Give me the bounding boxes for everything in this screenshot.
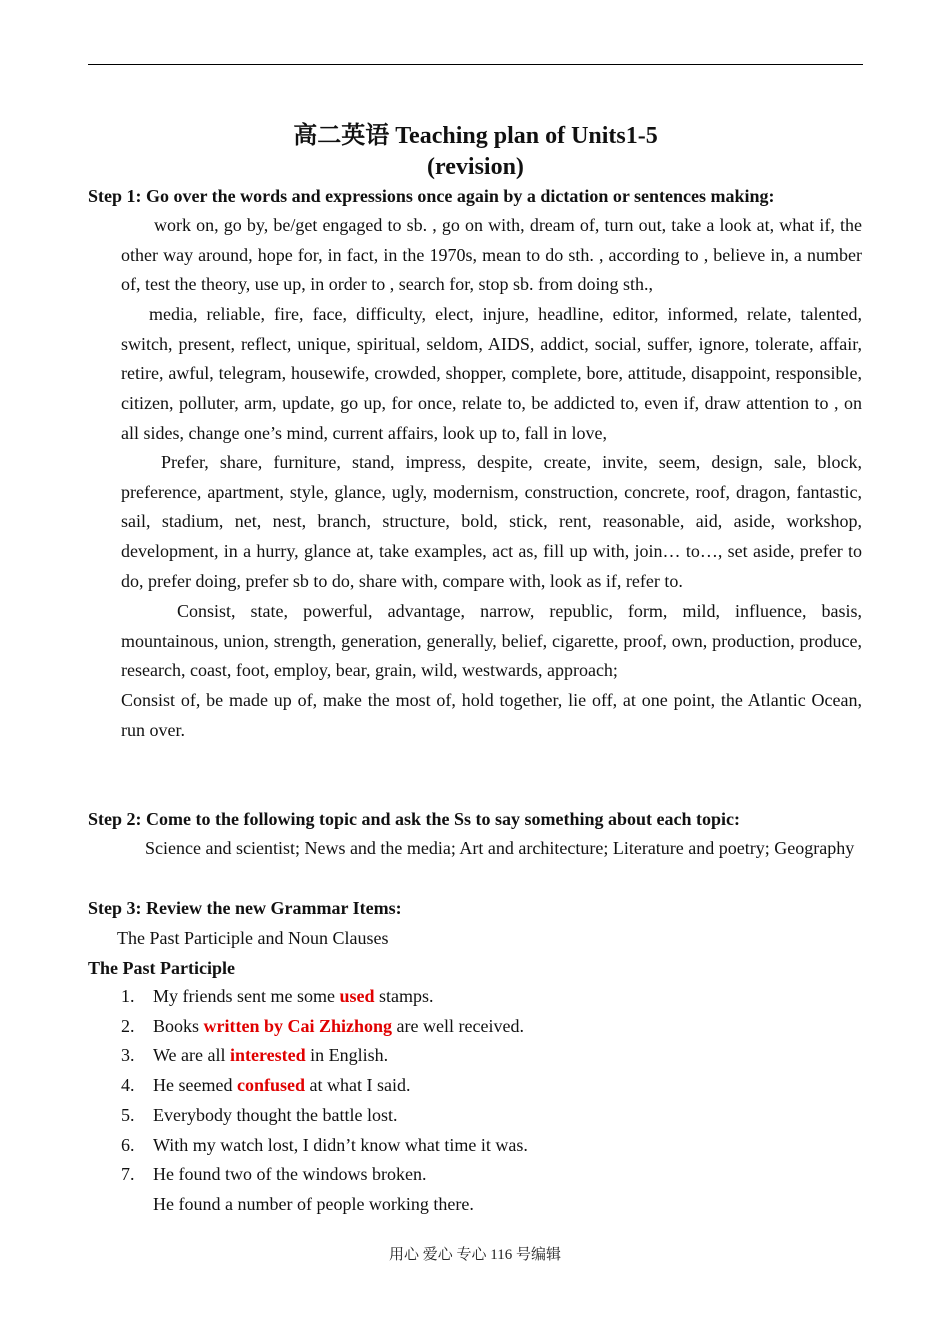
step3-heading: Step 3: Review the new Grammar Items: bbox=[88, 898, 402, 918]
highlight-phrase: confused bbox=[236, 1075, 305, 1096]
highlight-phrase: used bbox=[339, 986, 375, 1006]
step1-paragraph bbox=[121, 686, 862, 745]
list-item: 1. My friends sent me some used stamps. bbox=[121, 986, 434, 1006]
page-subtitle: (revision) bbox=[427, 154, 524, 180]
list-item: 5. Everybody thought the battle lost. bbox=[121, 1104, 398, 1125]
list-item: 4. He seemed confused at what I said. bbox=[121, 1075, 411, 1096]
step1-heading: Step 1: Go over the words and expressions once again by a dictation or sentences making: bbox=[88, 186, 775, 206]
highlight-phrase: written by Cai Zhizhong bbox=[203, 1015, 393, 1036]
step1-para4: Consist, state, powerful, advantage, narrow, republic, form, mild, influence, basis, mountainous, union, strength, generation, generally, belief, cigarette, proof, own, production, produce, research, coast, foot, employ, bear, grain, wild, westwards, approach; bbox=[121, 601, 862, 681]
list-item: 6. With my watch lost, I didn’t know what time it was. bbox=[121, 1134, 528, 1155]
step1-para1: work on, go by, be/get engaged to sb. , go on with, dream of, turn out, take a look at, what if, the other way around, hope for, in fact, in the 1970s, mean to do sth. , according to , believe in, a number of, test the theory, use up, in order to , search for, stop sb. from doing sth., bbox=[121, 215, 862, 295]
list-item: 2. Books written by Cai Zhizhong are well received. bbox=[121, 1015, 524, 1036]
step1-paragraph bbox=[121, 597, 862, 686]
highlight-phrase: interested bbox=[230, 1045, 306, 1066]
step1-paragraph bbox=[121, 448, 862, 597]
header-rule bbox=[88, 64, 863, 65]
list-item: 3. We are all interested in English. bbox=[121, 1045, 389, 1066]
step1-para3: Prefer, share, furniture, stand, impress, despite, create, invite, seem, design, sale, block, preference, apartment, style, glance, ugly, modernism, construction, concrete, roof, dragon, fantastic, sail, stadium, net, nest, branch, structure, bold, stick, rent, reasonable, aid, aside, workshop, development, in a hurry, glance at, take examples, act as, fill up with, join… to…, set aside, prefer to do, prefer doing, prefer sb to do, share with, compare with, look as if, refer to. bbox=[121, 452, 862, 591]
list-item-continuation: He found a number of people working there. bbox=[153, 1193, 474, 1214]
step3-subtitle: The Past Participle and Noun Clauses bbox=[117, 928, 389, 948]
step1-para2: media, reliable, fire, face, difficulty, elect, injure, headline, editor, informed, relate, talented, switch, present, reflect, unique, spiritual, seldom, AIDS, addict, social, suffer, ignore, tolerate, affair, retire, awful, telegram, housewife, crowded, shopper, complete, bore, attitude, disappoint, responsible, citizen, polluter, arm, update, go up, for once, relate to, be addicted to, even if, draw attention to , on all sides, change one’s mind, current affairs, look up to, fall in love, bbox=[121, 304, 862, 443]
page-footer: 用心 爱心 专心 116 号编辑 bbox=[389, 1247, 561, 1263]
step1-paragraph bbox=[121, 300, 862, 449]
step2-heading: Step 2: Come to the following topic and ask the Ss to say something about each topic: bbox=[88, 809, 741, 829]
step2-topics: Science and scientist; News and the media; Art and architecture; Literature and poetry; Geography bbox=[145, 838, 855, 858]
step1-paragraph bbox=[121, 211, 862, 300]
step1-para5: Consist of, be made up of, make the most of, hold together, lie off, at one point, the Atlantic Ocean, run over. bbox=[121, 690, 862, 740]
page-title: 高二英语 Teaching plan of Units1-5 bbox=[293, 123, 658, 149]
list-item: 7. He found two of the windows broken. bbox=[121, 1164, 427, 1185]
past-participle-heading: The Past Participle bbox=[88, 958, 235, 978]
example-list bbox=[121, 982, 861, 1220]
